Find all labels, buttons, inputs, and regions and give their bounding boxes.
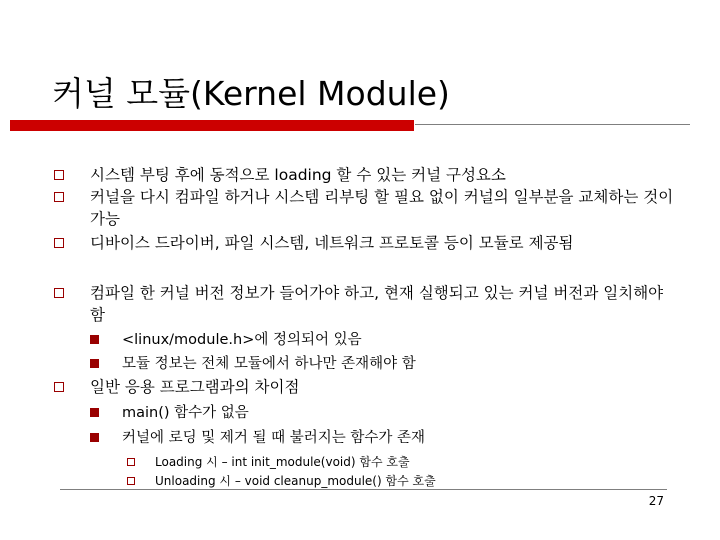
hollow-square-bullet-icon: [54, 170, 64, 180]
hollow-square-bullet-icon: [54, 382, 64, 392]
hollow-square-bullet-icon: [127, 458, 135, 466]
filled-square-bullet-icon: [90, 335, 99, 344]
slide-title: 커널 모듈(Kernel Module): [52, 74, 450, 113]
list-item-text: 커널에 로딩 및 제거 될 때 불러지는 함수가 존재: [122, 430, 426, 446]
list-item-text: <linux/module.h>에 정의되어 있음: [122, 332, 362, 348]
list-item-text: 시스템 부팅 후에 동적으로 loading 할 수 있는 커널 구성요소: [90, 166, 506, 184]
sub-sub-list-item: [155, 473, 635, 489]
sub-sub-list-item: [155, 454, 635, 470]
list-item: [90, 282, 680, 326]
list-item-text: main() 함수가 없음: [122, 405, 249, 421]
sub-list-item: [122, 428, 642, 448]
page-number: 27: [648, 494, 664, 508]
sub-list-item: [122, 330, 642, 350]
list-item-text: 디바이스 드라이버, 파일 시스템, 네트워크 프로토콜 등이 모듈로 제공됨: [90, 234, 574, 252]
hollow-square-bullet-icon: [54, 192, 64, 202]
sub-list-item: [122, 354, 642, 374]
sub-list-item: [122, 403, 642, 423]
hollow-square-bullet-icon: [127, 477, 135, 485]
filled-square-bullet-icon: [90, 433, 99, 442]
list-item: [90, 164, 680, 186]
filled-square-bullet-icon: [90, 359, 99, 368]
title-underline: [415, 124, 690, 125]
hollow-square-bullet-icon: [54, 288, 64, 298]
list-item-text: 커널을 다시 컴파일 하거나 시스템 리부팅 할 필요 없이 커널의 일부분을 교체하는 것이 가능: [90, 188, 674, 228]
list-item-text: 일반 응용 프로그램과의 차이점: [90, 378, 300, 396]
list-item: [90, 186, 680, 230]
filled-square-bullet-icon: [90, 408, 99, 417]
list-item-text: 모듈 정보는 전체 모듈에서 하나만 존재해야 함: [122, 356, 416, 372]
list-item: [90, 232, 680, 254]
list-item-text: Loading 시 – int init_module(void) 함수 호출: [155, 455, 410, 469]
list-item: [90, 376, 680, 398]
title-accent-bar: [10, 120, 414, 131]
hollow-square-bullet-icon: [54, 238, 64, 248]
list-item-text: Unloading 시 – void cleanup_module() 함수 호출: [155, 474, 436, 488]
footer-rule: [60, 489, 667, 490]
list-item-text: 컴파일 한 커널 버전 정보가 들어가야 하고, 현재 실행되고 있는 커널 버전과 일치해야 함: [90, 284, 664, 324]
